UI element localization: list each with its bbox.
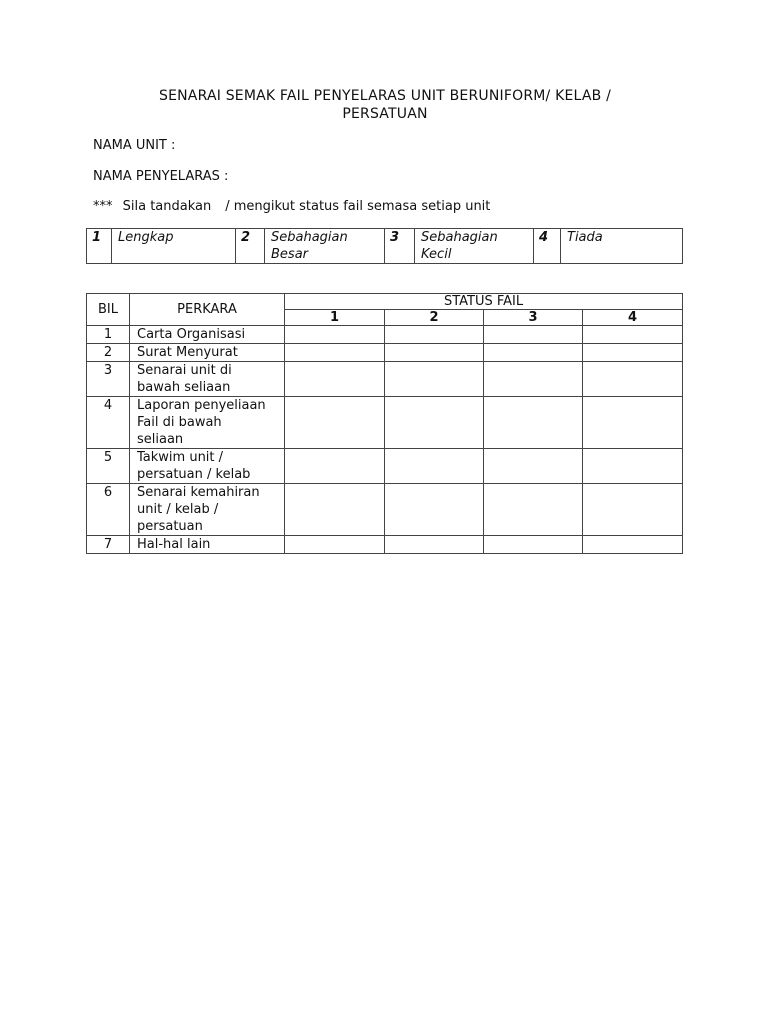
status-cell-1[interactable] [285,449,385,484]
legend-label-1 [112,229,236,264]
header-bil: BIL [87,294,130,326]
row-bil: 5 [87,449,130,484]
legend-label-3-line1: Sebahagian [421,230,498,245]
status-cell-3[interactable] [484,397,583,449]
legend-label-2 [265,229,385,264]
status-cell-4[interactable] [583,484,683,536]
status-cell-1[interactable] [285,484,385,536]
row-perkara [130,362,285,397]
nama-penyelaras-label: NAMA PENYELARAS : [93,169,229,184]
header-status-fail: STATUS FAIL [285,294,683,310]
row-perkara-line: seliaan [137,432,184,447]
row-perkara [130,449,285,484]
row-bil: 1 [87,326,130,344]
row-perkara-line: persatuan [137,519,203,534]
row-perkara [130,484,285,536]
document-title [90,87,680,123]
row-bil: 7 [87,536,130,554]
status-cell-2[interactable] [385,449,484,484]
header-row [87,294,683,310]
legend-label-4-line1: Tiada [567,230,603,245]
title-line-2: PERSATUAN [342,106,428,122]
header-status-4: 4 [583,310,683,326]
checklist-table [86,293,683,554]
instruction-text [93,199,490,215]
title-line-1: SENARAI SEMAK FAIL PENYELARAS UNIT BERUNIFORM/ KELAB / [159,88,611,104]
table-body [87,326,683,554]
legend-label-3-line2: Kecil [421,247,452,262]
status-cell-2[interactable] [385,326,484,344]
header-status-3: 3 [484,310,583,326]
status-cell-1[interactable] [285,344,385,362]
header-status-1: 1 [285,310,385,326]
row-bil: 3 [87,362,130,397]
row-perkara-line: Hal-hal lain [137,537,211,552]
table-row [87,326,683,344]
table-row [87,484,683,536]
status-cell-4[interactable] [583,397,683,449]
instruction-text-after: / mengikut status fail semasa setiap unit [225,199,491,214]
table-row [87,397,683,449]
status-cell-2[interactable] [385,536,484,554]
header-perkara: PERKARA [130,294,285,326]
row-perkara-line: persatuan / kelab [137,467,251,482]
legend-num-2: 2 [236,229,265,264]
legend-label-1-line1: Lengkap [118,230,174,245]
row-perkara [130,326,285,344]
row-perkara-line: Takwim unit / [137,450,224,465]
instruction-stars: *** [93,199,113,214]
nama-unit-label: NAMA UNIT : [93,138,176,153]
status-cell-2[interactable] [385,362,484,397]
status-cell-2[interactable] [385,484,484,536]
status-cell-1[interactable] [285,397,385,449]
instruction-text-before: Sila tandakan [122,199,212,214]
row-perkara-line: bawah seliaan [137,380,231,395]
row-perkara-line: unit / kelab / [137,502,219,517]
table-row [87,344,683,362]
status-cell-1[interactable] [285,362,385,397]
row-perkara-line: Laporan penyeliaan [137,398,266,413]
legend-label-4 [561,229,683,264]
status-cell-4[interactable] [583,326,683,344]
row-bil: 2 [87,344,130,362]
row-perkara-line: Carta Organisasi [137,327,246,342]
status-cell-1[interactable] [285,536,385,554]
status-cell-3[interactable] [484,362,583,397]
legend-label-2-line1: Sebahagian [271,230,348,245]
row-perkara [130,397,285,449]
row-perkara-line: Surat Menyurat [137,345,238,360]
status-cell-2[interactable] [385,397,484,449]
row-bil: 6 [87,484,130,536]
row-perkara-line: Senarai unit di [137,363,232,378]
status-cell-3[interactable] [484,326,583,344]
table-row [87,536,683,554]
row-perkara [130,344,285,362]
row-perkara-line: Fail di bawah [137,415,222,430]
status-legend-table [86,228,683,264]
status-cell-2[interactable] [385,344,484,362]
status-cell-4[interactable] [583,362,683,397]
status-cell-4[interactable] [583,449,683,484]
status-cell-1[interactable] [285,326,385,344]
legend-label-3 [415,229,534,264]
table-row [87,362,683,397]
row-perkara-line: Senarai kemahiran [137,485,260,500]
legend-num-4: 4 [534,229,561,264]
row-bil: 4 [87,397,130,449]
legend-row [87,229,683,264]
status-cell-3[interactable] [484,484,583,536]
status-cell-4[interactable] [583,536,683,554]
status-cell-3[interactable] [484,449,583,484]
status-cell-4[interactable] [583,344,683,362]
legend-label-2-line2: Besar [271,247,309,262]
status-cell-3[interactable] [484,536,583,554]
legend-num-1: 1 [87,229,112,264]
row-perkara [130,536,285,554]
legend-num-3: 3 [385,229,415,264]
status-cell-3[interactable] [484,344,583,362]
table-row [87,449,683,484]
header-status-2: 2 [385,310,484,326]
